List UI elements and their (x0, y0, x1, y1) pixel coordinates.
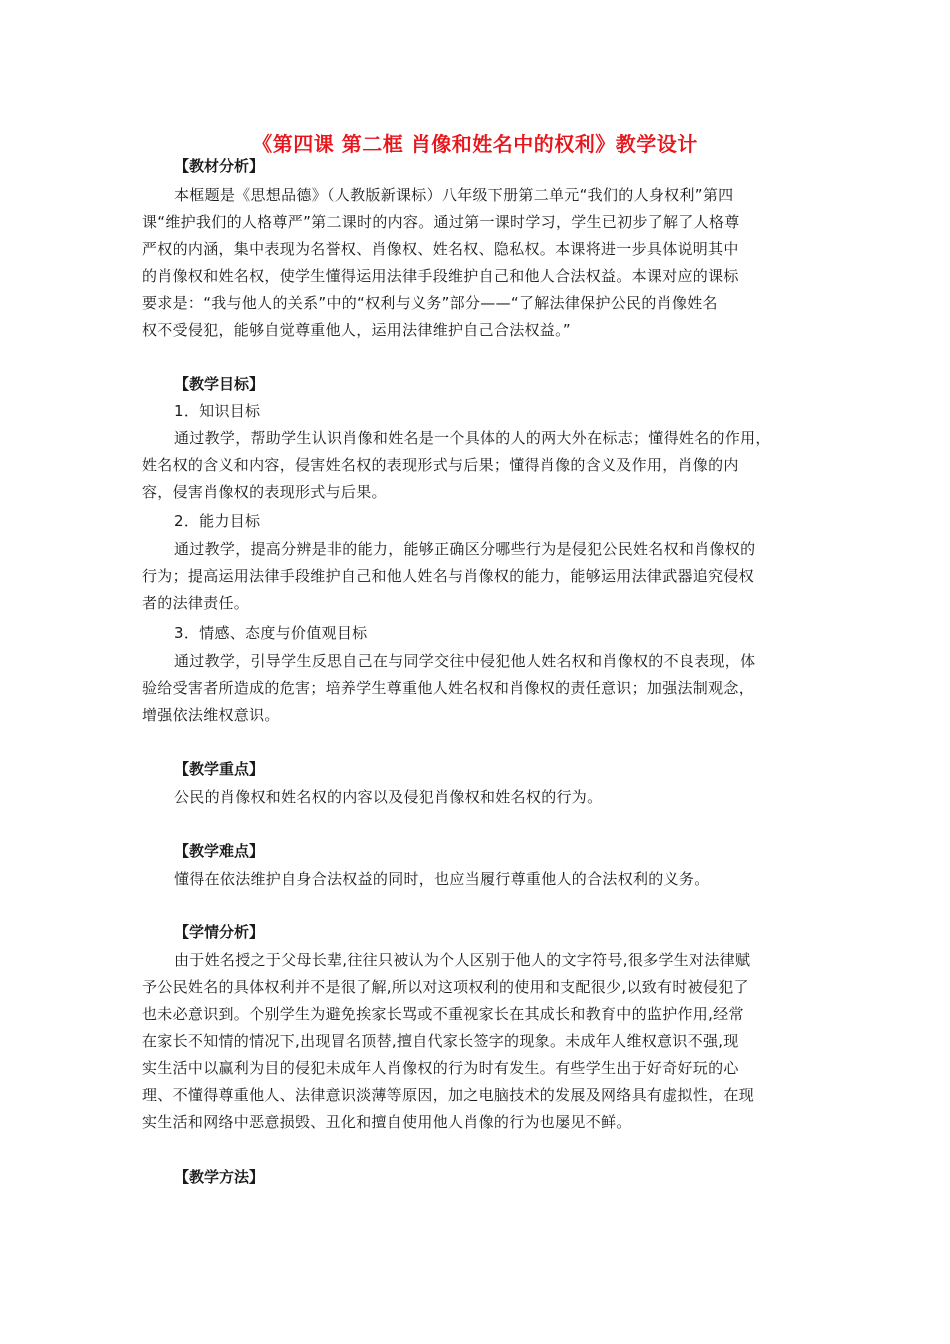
section-heading-difficulties: 【教学难点】 (174, 842, 265, 860)
paragraph-line: 增强依法维权意识。 (142, 706, 280, 724)
section-heading-key-points: 【教学重点】 (174, 760, 265, 778)
paragraph-line: 要求是：“我与他人的关系”中的“权利与义务”部分——“了解法律保护公民的肖像姓名 (142, 294, 718, 312)
paragraph-line: 者的法律责任。 (142, 594, 250, 612)
paragraph-line: 本框题是《思想品德》（人教版新课标）八年级下册第二单元“我们的人身权利”第四 (174, 186, 734, 204)
paragraph-line: 严权的内涵，集中表现为名誉权、肖像权、姓名权、隐私权。本课将进一步具体说明其中 (142, 240, 739, 258)
paragraph-line: 懂得在依法维护自身合法权益的同时，也应当履行尊重他人的合法权利的义务。 (174, 870, 710, 888)
paragraph-line: 理、不懂得尊重他人、法律意识淡薄等原因，加之电脑技术的发展及网络具有虚拟性，在现 (142, 1086, 755, 1104)
subheading-emotion: 3．情感、态度与价值观目标 (174, 624, 368, 642)
paragraph-line: 予公民姓名的具体权利并不是很了解,所以对这项权利的使用和支配很少,以致有时被侵犯了 (142, 978, 749, 996)
paragraph-line: 公民的肖像权和姓名权的内容以及侵犯肖像权和姓名权的行为。 (174, 788, 603, 806)
paragraph-line: 的肖像权和姓名权，使学生懂得运用法律手段维护自己和他人合法权益。本课对应的课标 (142, 267, 739, 285)
paragraph-line: 姓名权的含义和内容，侵害姓名权的表现形式与后果；懂得肖像的含义及作用，肖像的内 (142, 456, 739, 474)
paragraph-line: 容，侵害肖像权的表现形式与后果。 (142, 483, 387, 501)
paragraph-line: 通过教学，提高分辨是非的能力，能够正确区分哪些行为是侵犯公民姓名权和肖像权的 (174, 540, 756, 558)
paragraph-line: 行为；提高运用法律手段维护自己和他人姓名与肖像权的能力，能够运用法律武器追究侵权 (142, 567, 755, 585)
paragraph-line: 实生活中以赢利为目的侵犯未成年人肖像权的行为时有发生。有些学生出于好奇好玩的心 (142, 1059, 739, 1077)
section-heading-teaching-goals: 【教学目标】 (174, 375, 265, 393)
paragraph-line: 通过教学，帮助学生认识肖像和姓名是一个具体的人的两大外在标志；懂得姓名的作用， (174, 429, 771, 447)
paragraph-line: 课“维护我们的人格尊严”第二课时的内容。通过第一课时学习，学生已初步了解了人格尊 (142, 213, 740, 231)
paragraph-line: 权不受侵犯，能够自觉尊重他人，运用法律维护自己合法权益。” (142, 321, 571, 339)
paragraph-line: 实生活和网络中恶意损毁、丑化和擅自使用他人肖像的行为也屡见不鲜。 (142, 1113, 632, 1131)
section-heading-textbook-analysis: 【教材分析】 (174, 157, 265, 175)
paragraph-line: 在家长不知情的情况下,出现冒名顶替,擅自代家长签字的现象。未成年人维权意识不强,现 (142, 1032, 739, 1050)
section-heading-student-analysis: 【学情分析】 (174, 923, 265, 941)
paragraph-line: 验给受害者所造成的危害；培养学生尊重他人姓名权和肖像权的责任意识；加强法制观念， (142, 679, 755, 697)
paragraph-line: 通过教学，引导学生反思自己在与同学交往中侵犯他人姓名权和肖像权的不良表现，体 (174, 652, 756, 670)
subheading-ability: 2．能力目标 (174, 512, 261, 530)
paragraph-line: 也未必意识到。个别学生为避免挨家长骂或不重视家长在其成长和教育中的监护作用,经常 (142, 1005, 744, 1023)
subheading-knowledge: 1．知识目标 (174, 402, 261, 420)
page-title: 《第四课 第二框 肖像和姓名中的权利》教学设计 (252, 132, 698, 156)
paragraph-line: 由于姓名授之于父母长辈,往往只被认为个人区别于他人的文字符号,很多学生对法律赋 (174, 951, 751, 969)
section-heading-teaching-methods: 【教学方法】 (174, 1168, 265, 1186)
